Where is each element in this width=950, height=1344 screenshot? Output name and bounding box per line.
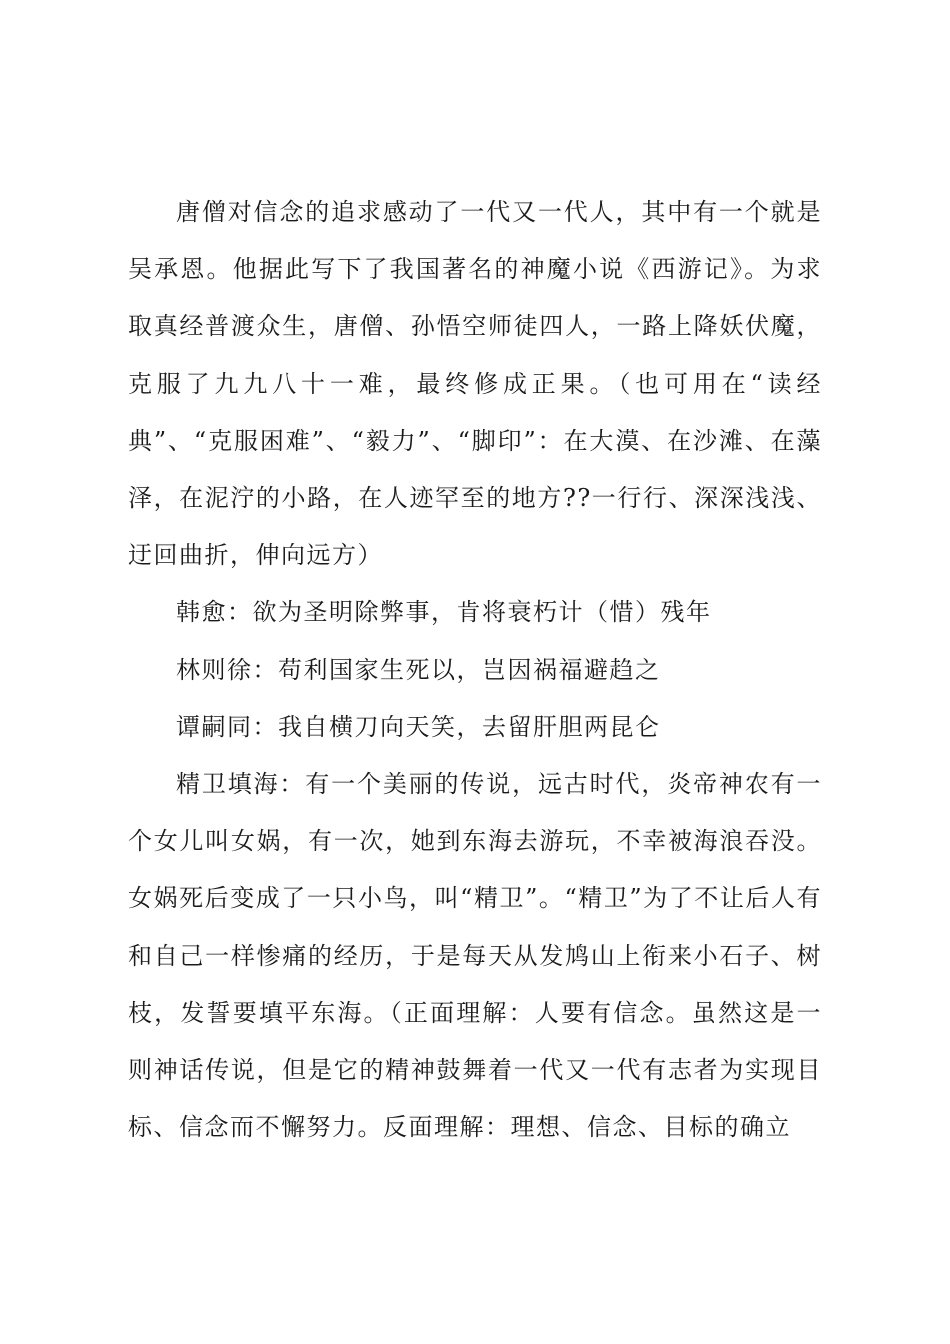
paragraph-jingwei: 精卫填海：有一个美丽的传说，远古时代，炎帝神农有一个女儿叫女娲，有一次，她到东海去游玩，不幸被海浪吞没。女娲死后变成了一只小鸟，叫“精卫”。“精卫”为了不让后人有和自己一样惨痛的经历，于是每天从发鸠山上衔来小石子、树枝，发誓要填平东海。（正面理解：人要有信念。虽然这是一则神话传说，但是它的精神鼓舞着一代又一代有志者为实现目标、信念而不懈努力。反面理解：理想、信念、目标的确立	[128, 770, 822, 1142]
paragraph-lin-zexu: 林则徐：苟利国家生死以，岂因祸福避趋之	[176, 655, 661, 684]
paragraph-han-yu: 韩愈：欲为圣明除弊事，肯将衰朽计（惜）残年	[176, 598, 712, 627]
paragraph-tan-sitong: 谭嗣同：我自横刀向天笑，去留肝胆两昆仑	[176, 712, 661, 741]
document-page	[128, 184, 822, 1156]
paragraph-tang-seng: 唐僧对信念的追求感动了一代又一代人，其中有一个就是吴承恩。他据此写下了我国著名的神魔小说《西游记》。为求取真经普渡众生，唐僧、孙悟空师徒四人，一路上降妖伏魔，克服了九九八十一难，最终修成正果。（也可用在“读经典”、“克服困难”、“毅力”、“脚印”：在大漠、在沙滩、在藻泽，在泥泞的小路，在人迹罕至的地方??一行行、深深浅浅、迂回曲折，伸向远方）	[128, 198, 822, 570]
